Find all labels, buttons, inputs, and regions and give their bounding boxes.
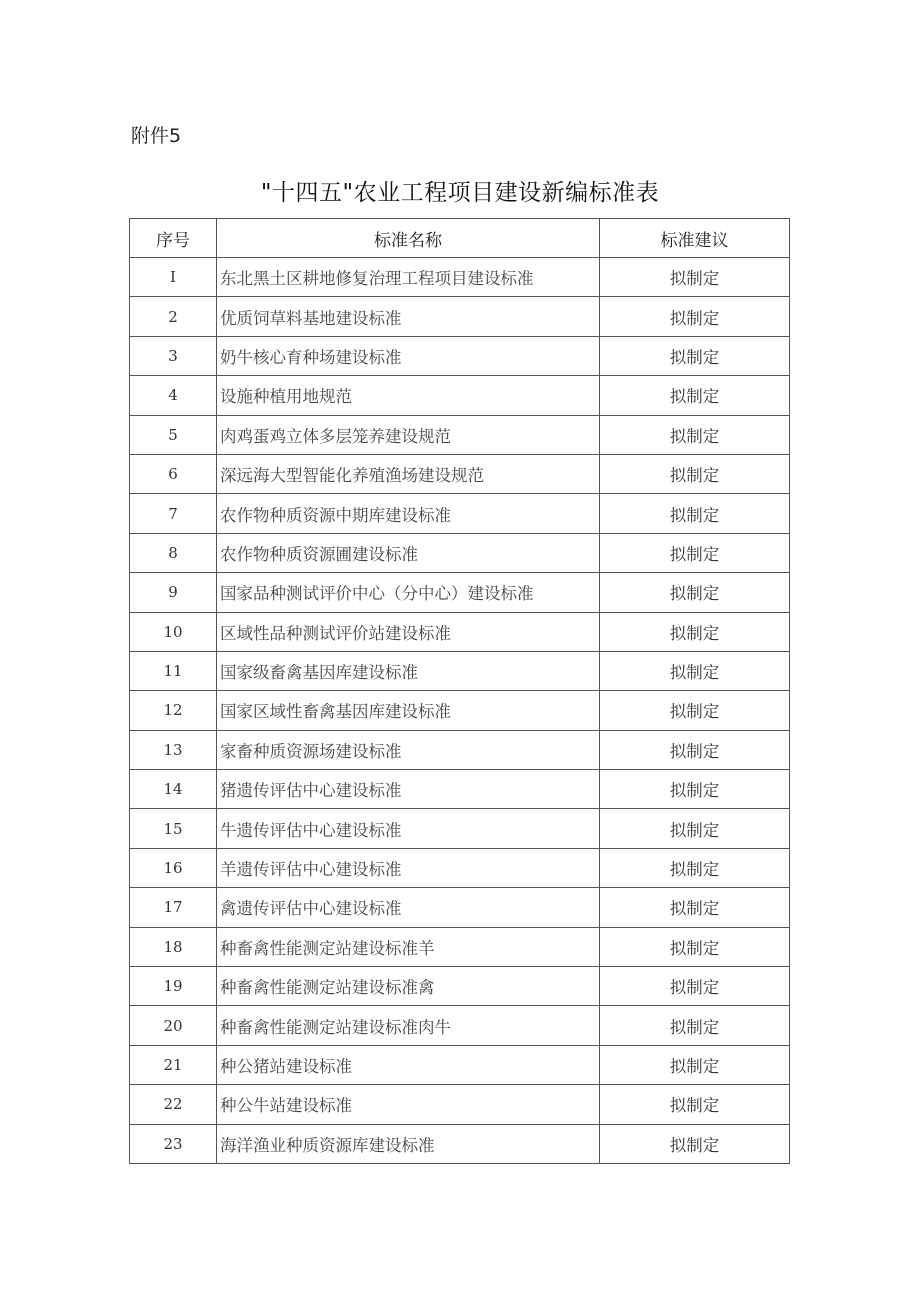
table-row xyxy=(130,415,790,454)
standards-table xyxy=(129,218,790,1164)
row-number: 15 xyxy=(130,809,217,848)
table-row xyxy=(130,1085,790,1124)
row-number: 19 xyxy=(130,967,217,1006)
table-row xyxy=(130,1006,790,1045)
standard-recommendation: 拟制定 xyxy=(600,730,790,769)
standard-recommendation: 拟制定 xyxy=(600,1085,790,1124)
table-row xyxy=(130,691,790,730)
attachment-label: 附件5 xyxy=(131,125,182,147)
standard-name: 奶牛核心育种场建设标准 xyxy=(217,336,600,375)
table-row xyxy=(130,494,790,533)
standard-recommendation: 拟制定 xyxy=(600,533,790,572)
standard-name: 种畜禽性能测定站建设标准肉牛 xyxy=(217,1006,600,1045)
standard-recommendation: 拟制定 xyxy=(600,1045,790,1084)
standard-name: 羊遗传评估中心建设标准 xyxy=(217,848,600,887)
standard-name: 优质饲草料基地建设标准 xyxy=(217,297,600,336)
table-row xyxy=(130,1124,790,1163)
table-row xyxy=(130,770,790,809)
standard-recommendation: 拟制定 xyxy=(600,691,790,730)
standard-recommendation: 拟制定 xyxy=(600,848,790,887)
standard-recommendation: 拟制定 xyxy=(600,258,790,297)
standard-name: 种公猪站建设标准 xyxy=(217,1045,600,1084)
standard-name: 家畜种质资源场建设标准 xyxy=(217,730,600,769)
standard-recommendation: 拟制定 xyxy=(600,1006,790,1045)
row-number: 13 xyxy=(130,730,217,769)
table-row xyxy=(130,809,790,848)
table-row xyxy=(130,376,790,415)
row-number: 7 xyxy=(130,494,217,533)
table-row xyxy=(130,848,790,887)
table-row xyxy=(130,888,790,927)
standard-recommendation: 拟制定 xyxy=(600,297,790,336)
standard-recommendation: 拟制定 xyxy=(600,927,790,966)
standard-recommendation: 拟制定 xyxy=(600,494,790,533)
standard-name: 农作物种质资源中期库建设标准 xyxy=(217,494,600,533)
table-row xyxy=(130,927,790,966)
standard-recommendation: 拟制定 xyxy=(600,888,790,927)
row-number: 23 xyxy=(130,1124,217,1163)
row-number: 21 xyxy=(130,1045,217,1084)
standard-recommendation: 拟制定 xyxy=(600,809,790,848)
standard-name: 肉鸡蛋鸡立体多层笼养建设规范 xyxy=(217,415,600,454)
standard-name: 种畜禽性能测定站建设标准禽 xyxy=(217,967,600,1006)
standard-name: 区域性品种测试评价站建设标准 xyxy=(217,612,600,651)
standard-name: 猪遗传评估中心建设标准 xyxy=(217,770,600,809)
standard-name: 国家级畜禽基因库建设标准 xyxy=(217,651,600,690)
header-name: 标准名称 xyxy=(217,219,600,258)
header-recommendation: 标准建议 xyxy=(600,219,790,258)
standard-recommendation: 拟制定 xyxy=(600,336,790,375)
table-row xyxy=(130,258,790,297)
table-row xyxy=(130,533,790,572)
table-row xyxy=(130,651,790,690)
row-number: 5 xyxy=(130,415,217,454)
standard-recommendation: 拟制定 xyxy=(600,770,790,809)
table-row xyxy=(130,730,790,769)
row-number: 11 xyxy=(130,651,217,690)
row-number: 22 xyxy=(130,1085,217,1124)
standard-recommendation: 拟制定 xyxy=(600,415,790,454)
standard-recommendation: 拟制定 xyxy=(600,1124,790,1163)
table-row xyxy=(130,1045,790,1084)
table-body xyxy=(130,258,790,1164)
row-number: I xyxy=(130,258,217,297)
standard-recommendation: 拟制定 xyxy=(600,651,790,690)
table-row xyxy=(130,967,790,1006)
header-no: 序号 xyxy=(130,219,217,258)
standard-recommendation: 拟制定 xyxy=(600,454,790,493)
standard-name: 牛遗传评估中心建设标准 xyxy=(217,809,600,848)
standard-recommendation: 拟制定 xyxy=(600,967,790,1006)
row-number: 16 xyxy=(130,848,217,887)
row-number: 10 xyxy=(130,612,217,651)
row-number: 17 xyxy=(130,888,217,927)
standard-name: 种公牛站建设标准 xyxy=(217,1085,600,1124)
page-title: "十四五"农业工程项目建设新编标准表 xyxy=(260,180,660,206)
standard-name: 禽遗传评估中心建设标准 xyxy=(217,888,600,927)
standard-name: 东北黑土区耕地修复治理工程项目建设标准 xyxy=(217,258,600,297)
table-row xyxy=(130,612,790,651)
table-row xyxy=(130,336,790,375)
row-number: 6 xyxy=(130,454,217,493)
standard-name: 国家品种测试评价中心（分中心）建设标准 xyxy=(217,573,600,612)
standard-name: 农作物种质资源圃建设标准 xyxy=(217,533,600,572)
standard-recommendation: 拟制定 xyxy=(600,376,790,415)
standard-name: 海洋渔业种质资源库建设标准 xyxy=(217,1124,600,1163)
standard-name: 种畜禽性能测定站建设标准羊 xyxy=(217,927,600,966)
row-number: 2 xyxy=(130,297,217,336)
table-row xyxy=(130,454,790,493)
row-number: 8 xyxy=(130,533,217,572)
row-number: 20 xyxy=(130,1006,217,1045)
row-number: 12 xyxy=(130,691,217,730)
table-row xyxy=(130,573,790,612)
row-number: 3 xyxy=(130,336,217,375)
row-number: 14 xyxy=(130,770,217,809)
standard-name: 国家区域性畜禽基因库建设标准 xyxy=(217,691,600,730)
row-number: 4 xyxy=(130,376,217,415)
standard-recommendation: 拟制定 xyxy=(600,612,790,651)
standard-name: 设施种植用地规范 xyxy=(217,376,600,415)
table-header-row xyxy=(130,219,790,258)
standard-recommendation: 拟制定 xyxy=(600,573,790,612)
row-number: 18 xyxy=(130,927,217,966)
row-number: 9 xyxy=(130,573,217,612)
table-row xyxy=(130,297,790,336)
standard-name: 深远海大型智能化养殖渔场建设规范 xyxy=(217,454,600,493)
